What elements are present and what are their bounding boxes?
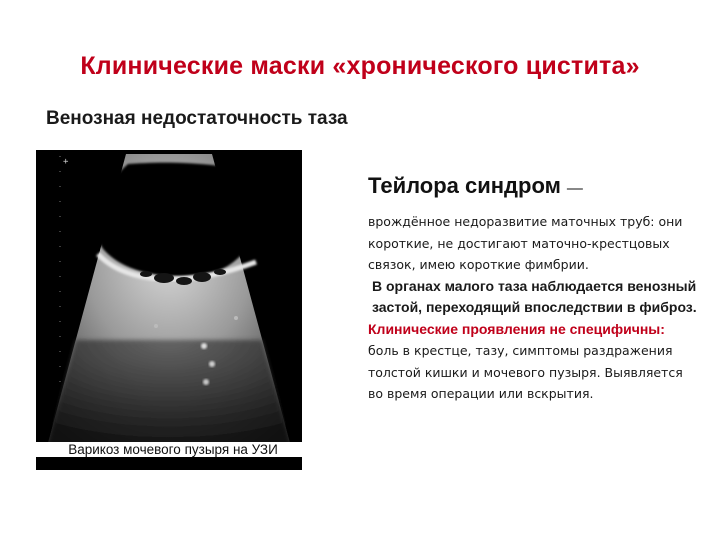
description-block xyxy=(368,173,698,405)
clinical-text: боль в крестце, тазу, симптомы раздражения толстой кишки и мочевого пузыря. Выявляется во время операции или вскрытия. xyxy=(368,343,683,401)
heading-dash: — xyxy=(566,180,583,197)
svg-text:+: + xyxy=(63,157,69,167)
description-paragraph-2: В органах малого таза наблюдается венозный застой, переходящий впоследствии в фиброз. xyxy=(372,277,697,315)
clinical-label: Клинические проявления не специфичны: xyxy=(368,320,665,337)
image-caption: Варикоз мочевого пузыря на УЗИ xyxy=(28,442,318,457)
description-paragraph-1: врождённое недоразвитие маточных труб: они короткие, не достигают маточно-крестцовых связок, имею короткие фимбрии. xyxy=(368,214,683,272)
syndrome-name: Тейлора синдром xyxy=(368,173,561,198)
syndrome-heading xyxy=(368,173,698,199)
slide-title: Клинические маски «хронического цистита» xyxy=(80,52,640,80)
clinical-paragraph xyxy=(368,319,698,405)
ultrasound-image xyxy=(36,150,302,470)
slide-subtitle: Венозная недостаточность таза xyxy=(46,108,348,129)
